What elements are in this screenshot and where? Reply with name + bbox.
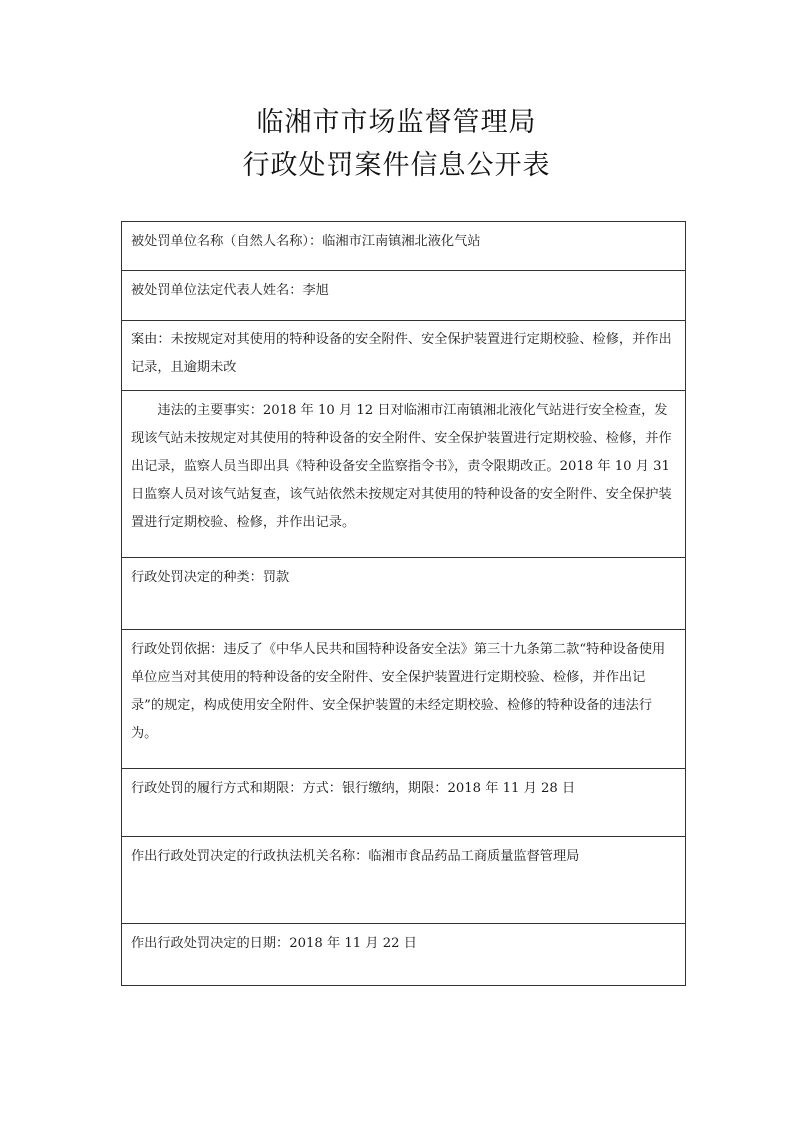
table-row-decision-date (122, 924, 686, 986)
field-value: 方式：银行缴纳，期限：2018 年 11 月 28 日 (302, 781, 576, 796)
field-value: 2018 年 10 月 12 日对临湘市江南镇湘北液化气站进行安全检查，发现该气站未按规定对其使用的特种设备的安全附件、安全保护装置进行定期校验、检修，并作出记录，监察人员当即出具《特种设备安全监察指令书》，责令限期改正。2018 年 10 月 31 日监察人员对该气站复查，该气站依然未按规定对其使用的特种设备的安全附件、安全保护装置进行定期校验、检修，并作出记录。 (131, 403, 672, 530)
table-row-legal-basis (122, 630, 686, 769)
cell-enforcement-agency (122, 837, 686, 924)
field-value: 临湘市江南镇湘北液化气站 (322, 234, 481, 249)
cell-penalized-entity (122, 222, 686, 271)
cell-penalty-type (122, 558, 686, 630)
field-label: 行政处罚决定的种类： (131, 570, 263, 585)
field-label: 违法的主要事实： (157, 403, 263, 418)
agency-title: 临湘市市场监督管理局 (256, 107, 537, 138)
table-row-legal-representative (122, 271, 686, 321)
table-row-payment-method (122, 769, 686, 837)
field-label: 被处罚单位法定代表人姓名： (131, 283, 303, 298)
field-label: 作出行政处罚决定的行政执法机关名称： (131, 849, 369, 864)
field-label: 行政处罚依据： (131, 642, 224, 657)
field-label: 案由： (131, 332, 171, 347)
field-label: 作出行政处罚决定的日期： (131, 936, 290, 951)
field-label: 被处罚单位名称（自然人名称）： (131, 234, 323, 249)
table-row-penalized-entity (122, 222, 686, 271)
field-value: 违反了《中华人民共和国特种设备安全法》第三十九条第二款“特种设备使用单位应当对其使用的特种设备的安全附件、安全保护装置进行定期校验、检修，并作出记录”的规定，构成使用安全附件、安全保护装置的未经定期校验、检修的特种设备的违法行为。 (131, 642, 666, 741)
table-row-case-cause (122, 321, 686, 391)
field-value: 未按规定对其使用的特种设备的安全附件、安全保护装置进行定期校验、检修，并作出记录，且逾期未改 (131, 332, 672, 375)
field-value: 李旭 (302, 283, 329, 298)
cell-case-cause (122, 321, 686, 391)
field-value: 罚款 (262, 570, 290, 585)
cell-legal-representative (122, 271, 686, 321)
cell-main-facts (122, 391, 686, 558)
cell-decision-date (122, 924, 686, 986)
table-row-penalty-type (122, 558, 686, 630)
field-value: 2018 年 11 月 22 日 (289, 936, 417, 951)
field-value: 临湘市食品药品工商质量监督管理局 (368, 849, 580, 864)
table-row-enforcement-agency (122, 837, 686, 924)
form-title: 行政处罚案件信息公开表 (242, 150, 551, 181)
cell-legal-basis (122, 630, 686, 769)
disclosure-table (121, 221, 686, 986)
table-row-main-facts (122, 391, 686, 558)
cell-payment-method (122, 769, 686, 837)
field-label: 行政处罚的履行方式和期限： (131, 781, 303, 796)
